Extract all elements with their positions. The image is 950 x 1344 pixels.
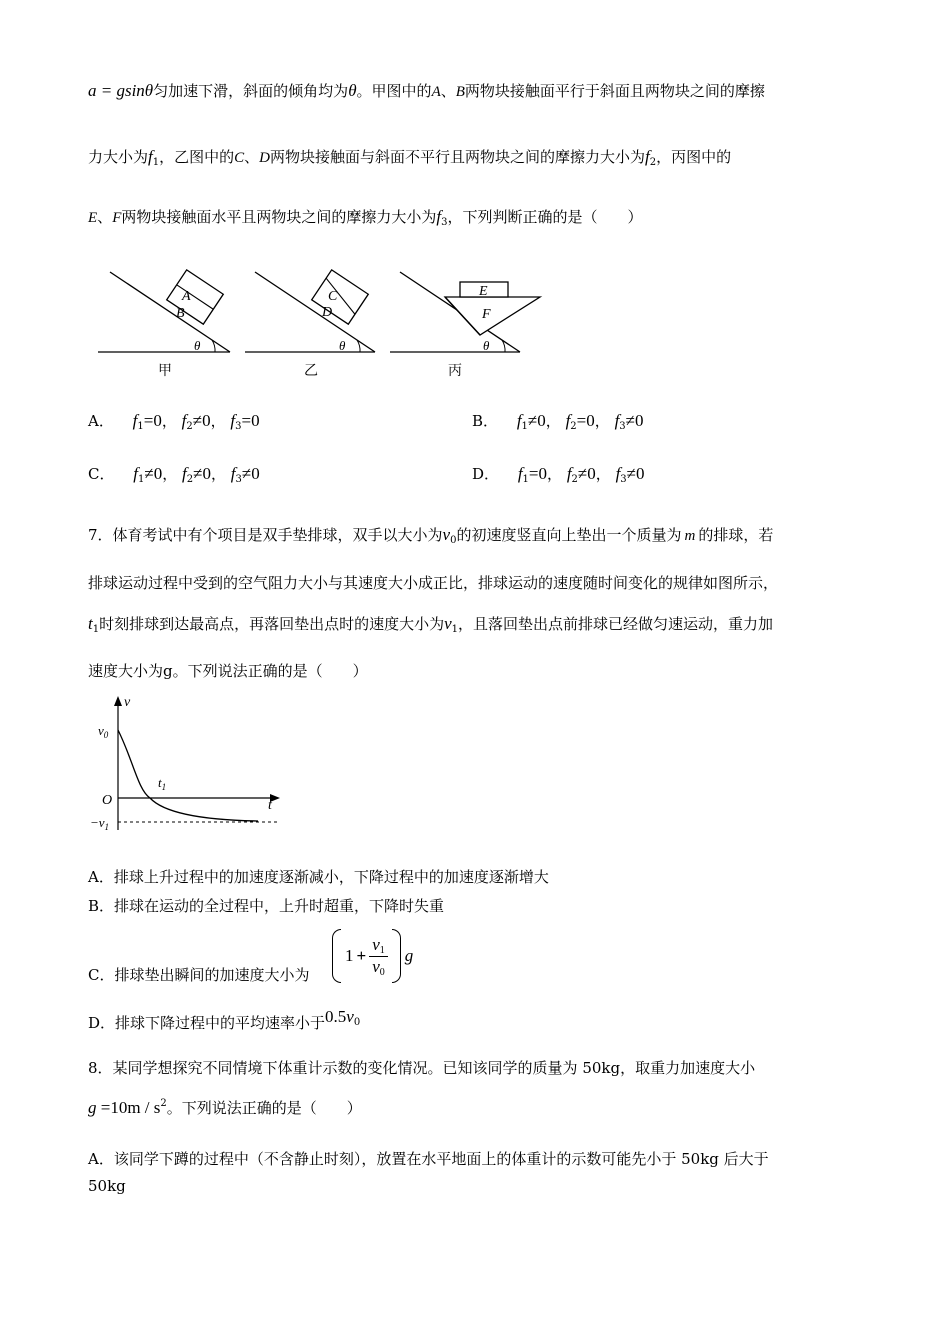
graph-origin-label: O xyxy=(102,793,113,808)
q6-line-3: E、F两物块接触面水平且两物块之间的摩擦力大小为$f_3$，下列判断正确的是（ ） xyxy=(88,207,643,228)
q6-option-A: A． $f_1=0$， $f_2\ne 0$， $f_3=0$ xyxy=(88,411,260,432)
q7-option-D: D．排球下降过程中的平均速率小于$0.5v^0$ xyxy=(88,1007,361,1032)
diagram-jia xyxy=(98,270,230,379)
q7-option-C-formula: 1 + $\frac{v_1}{v_0}$ g xyxy=(332,928,413,984)
q8-option-A-line-2: 50kg xyxy=(88,1177,126,1195)
diagram-bing xyxy=(390,272,540,379)
formula-a-equals-gsin: a = gsinθ xyxy=(88,81,154,100)
fraction-v1-over-v0: $\frac{v_1}{v_0}$ xyxy=(369,935,388,978)
angle-theta-yi: θ xyxy=(339,338,346,353)
q8-option-A-line-1: A．该同学下蹲的过程中（不含静止时刻），放置在水平地面上的体重计的示数可能先小于 50kg 后大于 xyxy=(88,1150,769,1168)
block-D: D xyxy=(322,305,333,320)
block-A: A xyxy=(182,289,191,304)
diagram-yi xyxy=(245,270,375,379)
q6-line-2: 力大小为$f_1$，乙图中的C、D两物块接触面与斜面不平行且两物块之间的摩擦力大小为$f_2$，丙图中的 xyxy=(88,147,732,168)
q8-line-2: $g =10m / s^2$。下列说法正确的是（ ） xyxy=(88,1098,362,1117)
q8-line-1: 8．某同学想探究不同情境下体重计示数的变化情况。已知该同学的质量为 50kg，取重力加速度大小 xyxy=(88,1059,756,1077)
q7-line-1: 7．体育考试中有个项目是双手垫排球，双手以大小为$v_0$的初速度竖直向上垫出一个质量为 m 的排球，若 xyxy=(88,525,774,546)
block-E: E xyxy=(479,284,488,299)
q7-line-2: 排球运动过程中受到的空气阻力大小与其速度大小成正比，排球运动的速度随时间变化的规律如图所示， xyxy=(88,574,779,592)
q7-option-A: A．排球上升过程中的加速度逐渐减小，下降过程中的加速度逐渐增大 xyxy=(88,868,549,886)
graph-t-axis-label: t xyxy=(268,798,272,813)
graph-neg-v1-label: $-v_1$ xyxy=(90,815,110,832)
q6-option-C: C． $f_1\ne 0$， $f_2\ne 0$， $f_3\ne 0$ xyxy=(88,464,260,485)
graph-v-axis-label: v xyxy=(124,695,131,710)
block-B: B xyxy=(176,306,185,321)
incline-diagrams xyxy=(90,262,550,384)
q6-option-D: D． $f_1=0$， $f_2\ne 0$， $f_3\ne 0$ xyxy=(472,464,645,485)
q7-option-C-text: C．排球垫出瞬间的加速度大小为 xyxy=(88,966,310,984)
q7-option-B: B．排球在运动的全过程中，上升时超重，下降时失重 xyxy=(88,897,445,915)
block-C: C xyxy=(328,289,338,304)
q7-line-4: 速度大小为g。下列说法正确的是（ ） xyxy=(88,662,368,680)
block-F: F xyxy=(482,307,491,322)
angle-theta-jia: θ xyxy=(194,338,201,353)
q6-option-B: B． $f_1\ne 0$， $f_2=0$， $f_3\ne 0$ xyxy=(472,411,644,432)
angle-theta-bing: θ xyxy=(483,338,490,353)
velocity-time-graph xyxy=(88,690,288,840)
caption-jia: 甲 xyxy=(158,364,172,379)
caption-bing: 丙 xyxy=(448,364,462,379)
graph-v0-label: $v_0$ xyxy=(98,723,109,740)
caption-yi: 乙 xyxy=(304,364,318,379)
q6-line-1: a = gsinθ匀加速下滑，斜面的倾角均为θ。甲图中的A、B两物块接触面平行于斜面且两物块之间的摩擦 xyxy=(88,81,765,100)
q7-line-3: $t_1$时刻排球到达最高点，再落回垫出点时的速度大小为$v_1$，且落回垫出点前排球已经做匀速运动，重力加 xyxy=(88,614,774,635)
graph-t1-label: $t_1$ xyxy=(158,775,167,792)
